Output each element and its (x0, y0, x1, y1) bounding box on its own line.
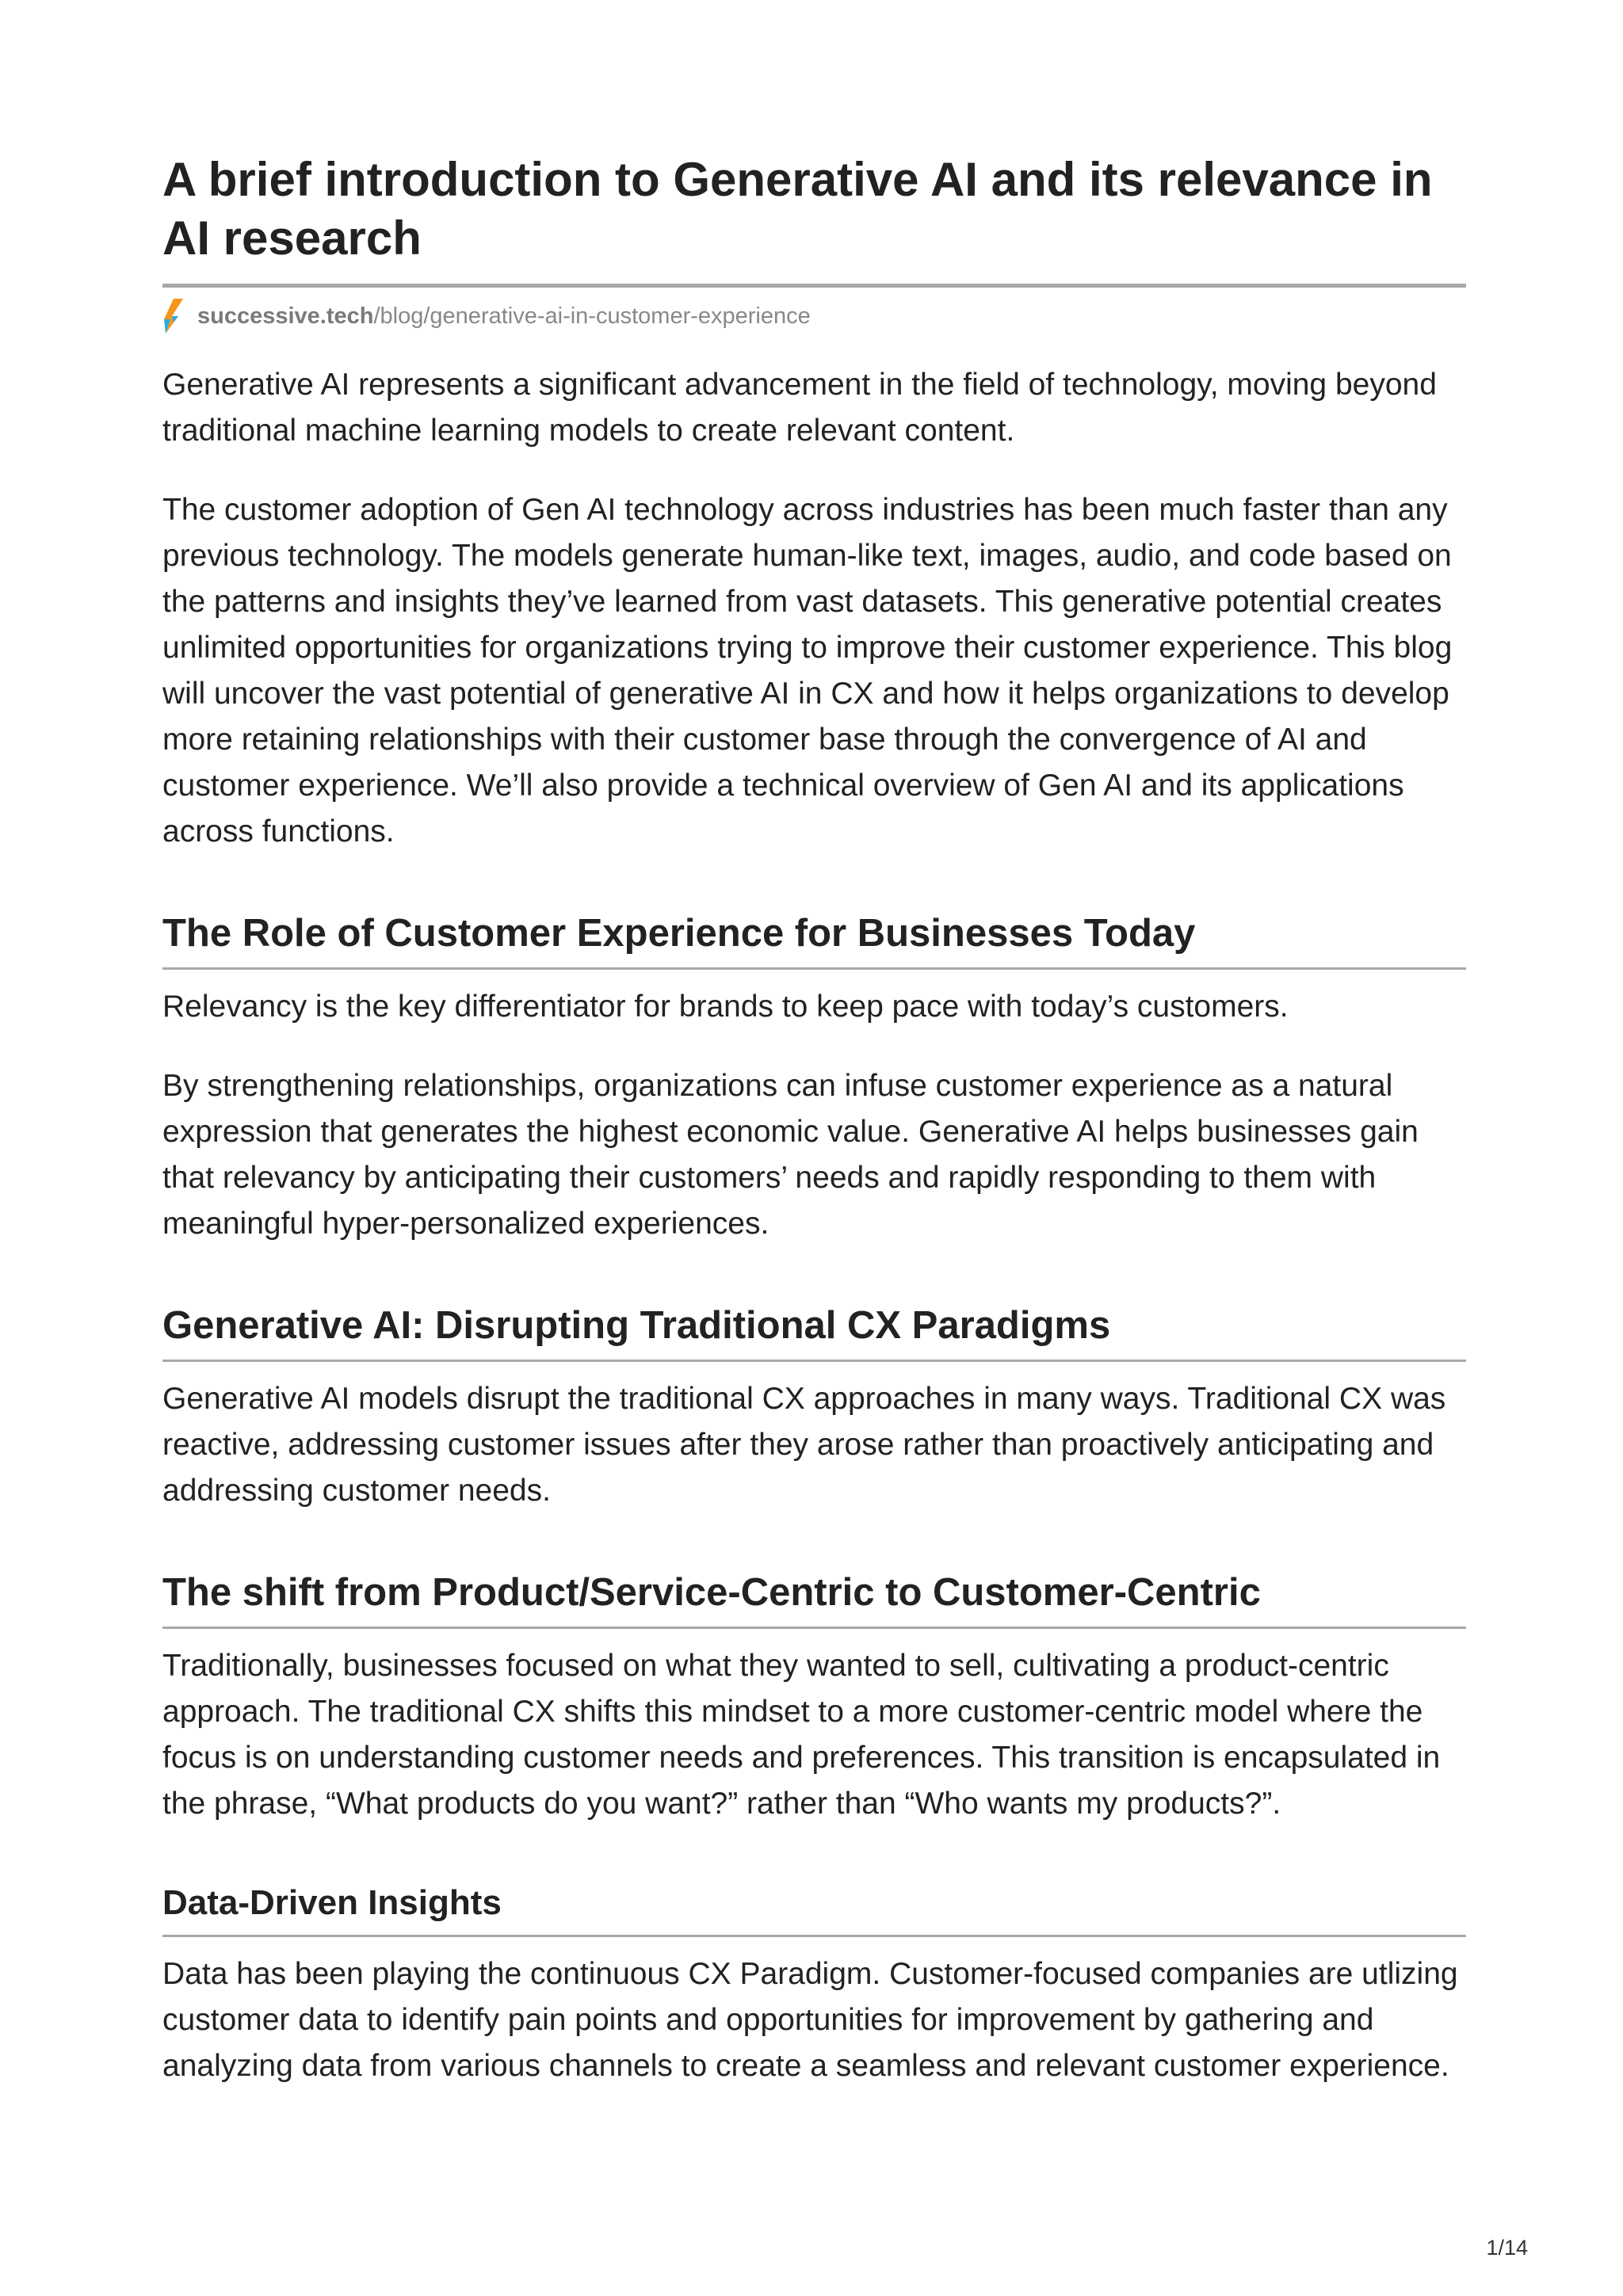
section (162, 1881, 1466, 2089)
source-domain: successive.tech (197, 303, 374, 329)
section-paragraph: By strengthening relationships, organizations can infuse customer experience as a natural expression that generates the highest economic value. Generative AI helps businesses gain that relevancy by anticipating their customers’ needs and rapidly responding to them with meaningful hyper-personalized experiences. (162, 1069, 1419, 1241)
successive-logo-icon (162, 299, 186, 334)
section-heading: Generative AI: Disrupting Traditional CX Paradigms (162, 1301, 1466, 1362)
subsection-heading: Data-Driven Insights (162, 1881, 1466, 1937)
section-paragraph: Generative AI models disrupt the traditional CX approaches in many ways. Traditional CX was reactive, addressing customer issues after they arose rather than proactively anticipating and addressing customer needs. (162, 1382, 1446, 1508)
source-path: /blog/generative-ai-in-customer-experience (373, 303, 811, 329)
intro-paragraph: Generative AI represents a significant advancement in the field of technology, moving beyond traditional machine learning models to create relevant content. (162, 368, 1437, 448)
section-heading: The shift from Product/Service-Centric to Customer-Centric (162, 1568, 1466, 1629)
section-paragraph: Data has been playing the continuous CX Paradigm. Customer-focused companies are utlizing customer data to identify pain points and opportunities for improvement by gathering and analyzing data from various channels to create a seamless and relevant customer experience. (162, 1957, 1458, 2083)
page-number: 1/14 (1486, 2236, 1528, 2260)
section (162, 1301, 1466, 1514)
article-title: A brief introduction to Generative AI and its relevance in AI research (162, 151, 1466, 288)
section (162, 909, 1466, 1247)
source-link[interactable] (162, 299, 1466, 334)
section-heading: The Role of Customer Experience for Businesses Today (162, 909, 1466, 970)
section (162, 1568, 1466, 1827)
intro-paragraph: The customer adoption of Gen AI technology across industries has been much faster than any previous technology. The models generate human-like text, images, audio, and code based on the patterns and insights they’ve learned from vast datasets. This generative potential creates unlimited opportunities for organizations trying to improve their customer experience. This blog will uncover the vast potential of generative AI in CX and how it helps organizations to develop more retaining relationships with their customer base through the convergence of AI and customer experience. We’ll also provide a technical overview of Gen AI and its applications across functions. (162, 493, 1453, 849)
document-page (162, 151, 1466, 2089)
section-paragraph: Relevancy is the key differentiator for brands to keep pace with today’s customers. (162, 990, 1289, 1024)
section-paragraph: Traditionally, businesses focused on what they wanted to sell, cultivating a product-centric approach. The traditional CX shifts this mindset to a more customer-centric model where the focus is on understanding customer needs and preferences. This transition is encapsulated in the phrase, “What products do you want?” rather than “Who wants my products?”. (162, 1649, 1441, 1821)
